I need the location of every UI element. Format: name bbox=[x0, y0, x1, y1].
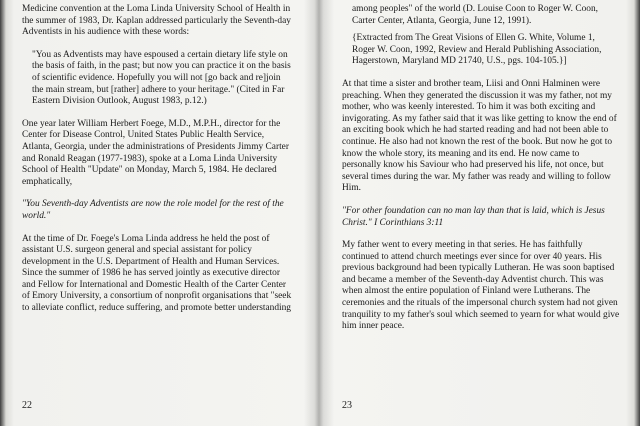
left-page bbox=[22, 0, 294, 426]
left-paragraph-post: At the time of Dr. Foege's Loma Linda address he held the post of assistant U.S. surgeon general and special assistant for policy development in the U.S. Department of Health and Human Services. Since the summer of 1986 he has served jointly as executive director and Fellow for International and Domestic Health of the Carter Center of Emory University, a consortium of nonprofit organisations that "seek to alleviate conflict, reduce suffering, and promote better understanding bbox=[22, 233, 292, 314]
left-kaplan-quote: "You as Adventists may have espoused a certain dietary life style on the basis of faith, in the past; but now you can practice it on the basis of scientific evidence. Hopefully you will not [go back and re]join the main stream, but [rather] adhere to your heritage." (Cited in Far Eastern Division Outlook, August 1983, p.12.) bbox=[32, 49, 291, 107]
right-paragraph-halminen: At that time a sister and brother team, Liisi and Onni Halminen were preaching. When they generated the discussion it was my father, not my mother, who was keenly interested. To him it was both exciting and invigorating. As my father said that it was like getting to know the end of an exciting book which he had started reading and had not been able to continue. He also had not known the rest of the book. But now he got to know the whole story, its meaning and its end. He now came to personally know his Saviour who had preserved his life, not once, but several times during the war. My father was ready and willing to follow Him. bbox=[342, 78, 617, 194]
right-page bbox=[342, 0, 620, 426]
right-paragraph-citation: {Extracted from The Great Visions of Ellen G. White, Volume 1, Roger W. Coon, 1992, Review and Herald Publishing Association, Hagerstown, Maryland MD 21740, U.S., pgs. 104-105.}] bbox=[352, 33, 602, 67]
left-paragraph-intro: Medicine convention at the Loma Linda University School of Health in the summer of 1983, Dr. Kaplan addressed particularly the Seventh-day Adventists in his audience with these words: bbox=[22, 4, 291, 38]
right-page-text bbox=[342, 4, 620, 344]
right-paragraph-continuation: among peoples" of the world (D. Louise Coon to Roger W. Coon, Carter Center, Atlanta, Georgia, June 12, 1991). bbox=[352, 4, 598, 26]
right-paragraph-father: My father went to every meeting in that series. He has faithfully continued to attend church meetings ever since for over 40 years. His previous background had been typically Lutheran. He was soon baptised and became a member of the Seventh-day Adventist church. This was when almost the entire population of Finland were Lutherans. The ceremonies and the rituals of the impersonal church system had not given tranquility to my father's soul which seemed to yearn for what would give him inner peace. bbox=[342, 240, 620, 332]
right-scripture-quote: "For other foundation can no man lay than that is laid, which is Jesus Christ." I Corinthians 3:11 bbox=[342, 205, 605, 228]
page-number-left: 22 bbox=[22, 400, 32, 411]
left-paragraph-foege: One year later William Herbert Foege, M.D., M.P.H., director for the Center for Disease Control, United States Public Health Service, Atlanta, Georgia, under the administrations of Presidents Jimmy Carter and Ronald Reagan (1977-1983), spoke at a Loma Linda University School of Health "Update" on Monday, March 5, 1984. He declared emphatically, bbox=[22, 118, 289, 187]
book-gutter bbox=[304, 0, 334, 426]
left-page-text bbox=[22, 4, 294, 326]
left-foege-quote: "You Seventh-day Adventists are now the role model for the rest of the world." bbox=[22, 199, 284, 221]
page-number-right: 23 bbox=[342, 400, 352, 411]
